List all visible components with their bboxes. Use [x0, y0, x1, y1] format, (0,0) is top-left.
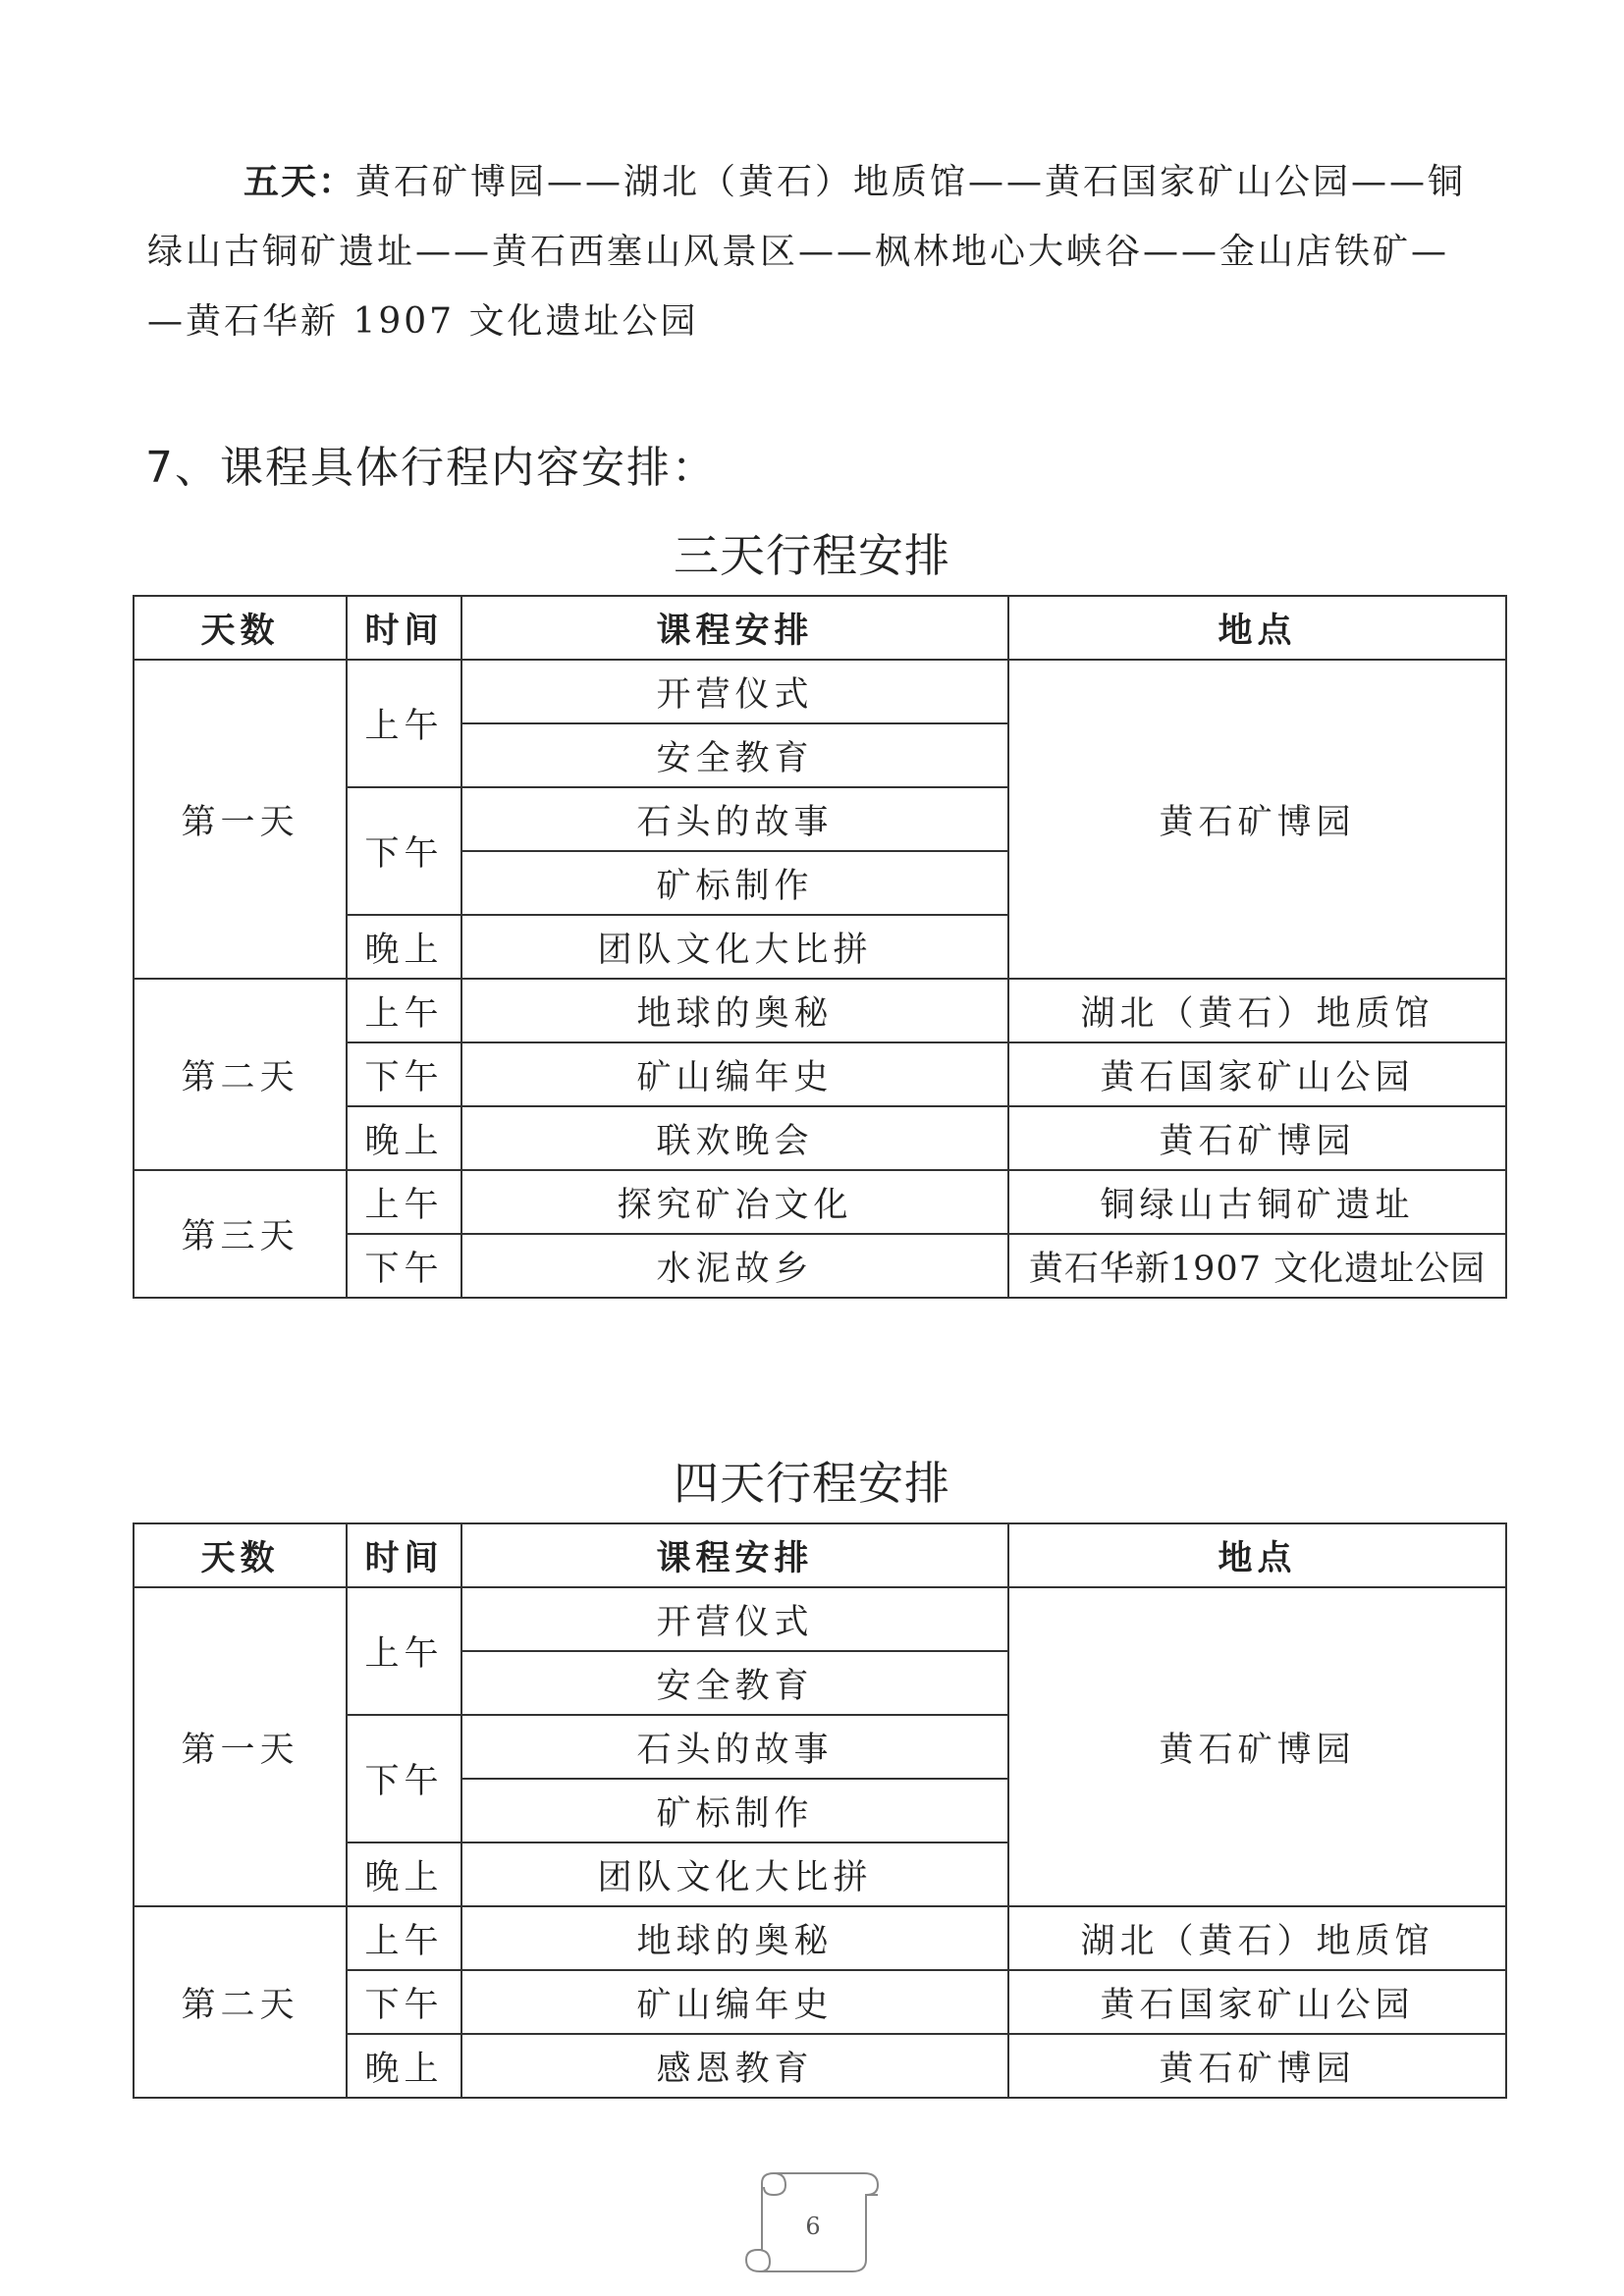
time-cell: 下午 [347, 1715, 461, 1842]
course-cell: 团队文化大比拼 [461, 1842, 1008, 1906]
page-number: 6 [805, 2213, 821, 2240]
time-cell: 晚上 [347, 1106, 461, 1170]
intro-line-1-text: 黄石矿博园——湖北（黄石）地质馆——黄石国家矿山公园——铜 [355, 162, 1467, 202]
time-cell: 下午 [347, 1970, 461, 2034]
course-cell: 开营仪式 [461, 1587, 1008, 1651]
header-time: 时间 [347, 1523, 461, 1587]
table1-title: 三天行程安排 [674, 529, 950, 582]
intro-line-2: 绿山古铜矿遗址——黄石西塞山风景区——枫林地心大峡谷——金山店铁矿— [147, 232, 1450, 272]
course-cell: 矿山编年史 [461, 1042, 1008, 1106]
course-cell: 联欢晚会 [461, 1106, 1008, 1170]
location-cell: 铜绿山古铜矿遗址 [1008, 1170, 1506, 1234]
table-row [134, 660, 1506, 723]
time-cell: 上午 [347, 1906, 461, 1970]
header-location: 地点 [1008, 596, 1506, 660]
location-cell: 黄石华新1907 文化遗址公园 [1008, 1234, 1506, 1298]
course-cell: 地球的奥秘 [461, 979, 1008, 1042]
course-cell: 石头的故事 [461, 787, 1008, 851]
course-cell: 团队文化大比拼 [461, 915, 1008, 979]
location-cell: 黄石矿博园 [1008, 1106, 1506, 1170]
header-location: 地点 [1008, 1523, 1506, 1587]
location-cell: 黄石矿博园 [1008, 1587, 1506, 1906]
intro-lead: 五天： [244, 162, 356, 202]
course-cell: 安全教育 [461, 1651, 1008, 1715]
time-cell: 上午 [347, 979, 461, 1042]
header-day: 天数 [134, 1523, 347, 1587]
course-cell: 感恩教育 [461, 2034, 1008, 2098]
page-number-ornament [734, 2169, 892, 2275]
course-cell: 探究矿冶文化 [461, 1170, 1008, 1234]
location-cell: 湖北（黄石）地质馆 [1008, 979, 1506, 1042]
day-cell: 第一天 [134, 660, 347, 979]
time-cell: 晚上 [347, 1842, 461, 1906]
course-cell: 安全教育 [461, 723, 1008, 787]
time-cell: 下午 [347, 1234, 461, 1298]
time-cell: 上午 [347, 660, 461, 787]
course-cell: 地球的奥秘 [461, 1906, 1008, 1970]
table-row [134, 1906, 1506, 1970]
time-cell: 晚上 [347, 915, 461, 979]
table-row [134, 1587, 1506, 1651]
day-cell: 第三天 [134, 1170, 347, 1298]
section-heading: 7、课程具体行程内容安排： [145, 443, 717, 493]
header-course: 课程安排 [461, 1523, 1008, 1587]
header-time: 时间 [347, 596, 461, 660]
day-cell: 第一天 [134, 1587, 347, 1906]
location-cell: 黄石国家矿山公园 [1008, 1970, 1506, 2034]
time-cell: 下午 [347, 1042, 461, 1106]
table2-four-day [133, 1522, 1507, 2099]
course-cell: 矿山编年史 [461, 1970, 1008, 2034]
course-cell: 水泥故乡 [461, 1234, 1008, 1298]
location-cell: 黄石国家矿山公园 [1008, 1042, 1506, 1106]
time-cell: 晚上 [347, 2034, 461, 2098]
intro-line-3: —黄石华新 1907 文化遗址公园 [147, 301, 699, 342]
course-cell: 矿标制作 [461, 1779, 1008, 1842]
time-cell: 上午 [347, 1170, 461, 1234]
course-cell: 石头的故事 [461, 1715, 1008, 1779]
course-cell: 开营仪式 [461, 660, 1008, 723]
time-cell: 下午 [347, 787, 461, 915]
intro-paragraph [147, 147, 1483, 356]
location-cell: 湖北（黄石）地质馆 [1008, 1906, 1506, 1970]
location-cell: 黄石矿博园 [1008, 660, 1506, 979]
day-cell: 第二天 [134, 1906, 347, 2098]
table1-three-day [133, 595, 1507, 1299]
day-cell: 第二天 [134, 979, 347, 1170]
time-cell: 上午 [347, 1587, 461, 1715]
intro-line-1 [147, 147, 1483, 217]
table-row [134, 979, 1506, 1042]
location-cell: 黄石矿博园 [1008, 2034, 1506, 2098]
header-day: 天数 [134, 596, 347, 660]
table-header-row [134, 1523, 1506, 1587]
table2-title: 四天行程安排 [674, 1457, 950, 1510]
header-course: 课程安排 [461, 596, 1008, 660]
table-row [134, 1170, 1506, 1234]
course-cell: 矿标制作 [461, 851, 1008, 915]
table-header-row [134, 596, 1506, 660]
